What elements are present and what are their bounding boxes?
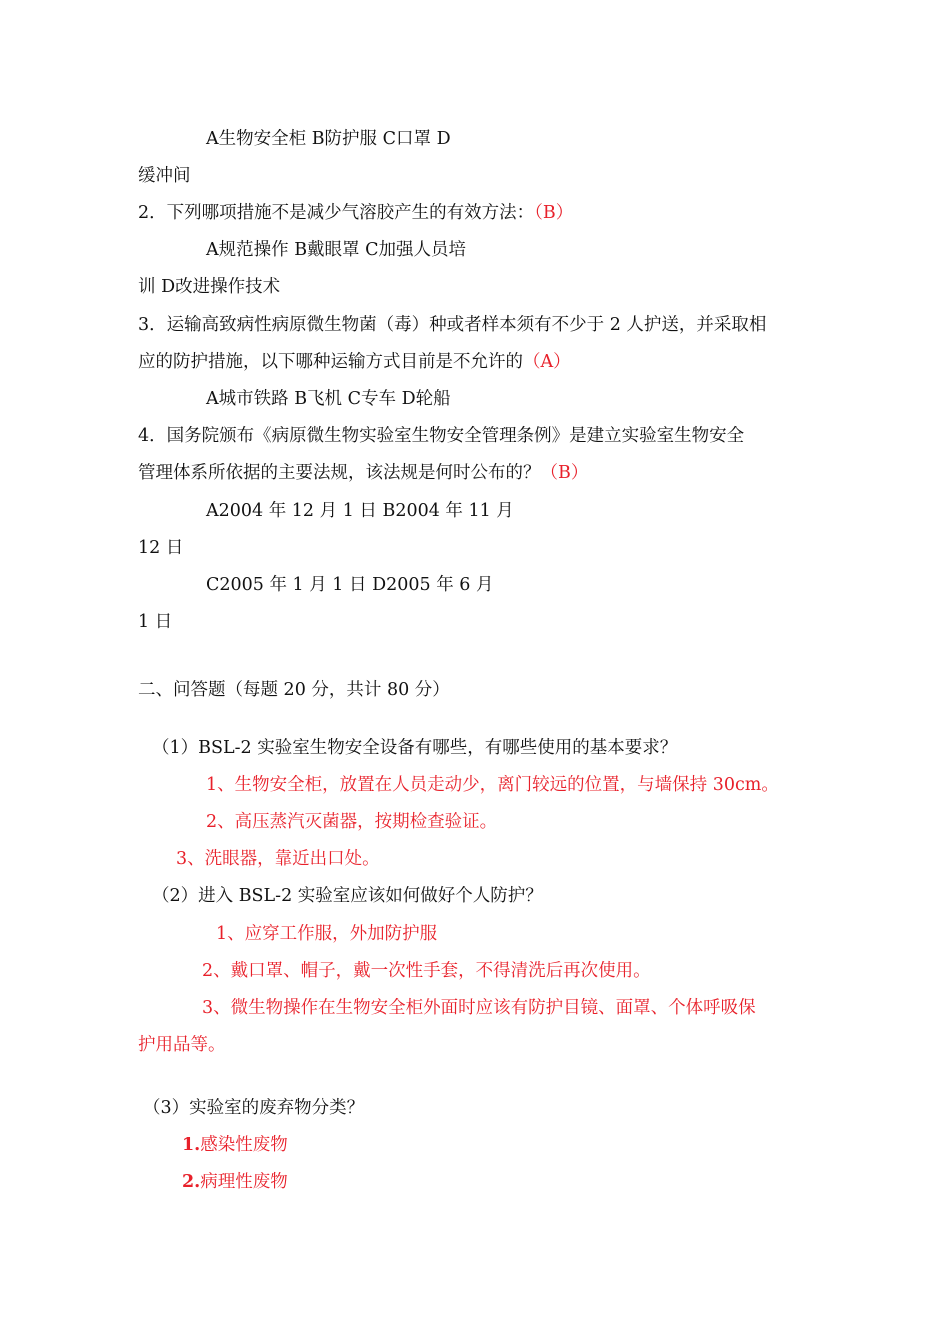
s2-q1-answer-2: 2、高压蒸汽灭菌器，按期检查验证。 bbox=[206, 812, 498, 832]
s2-q2-answer-3-cont: 护用品等。 bbox=[138, 1035, 226, 1055]
q4-stem-line1: 4．国务院颁布《病原微生物实验室生物安全管理条例》是建立实验室生物安全 bbox=[138, 426, 745, 446]
s2-q3-answer-2 bbox=[182, 1170, 288, 1194]
s2-q3-answer-1-num: 1. bbox=[182, 1135, 201, 1155]
q4-stem-text: 管理体系所依据的主要法规，该法规是何时公布的？ bbox=[138, 463, 541, 483]
q2-options-line1: A规范操作 B戴眼罩 C加强人员培 bbox=[206, 240, 467, 260]
q1-options-line2: 缓冲间 bbox=[138, 166, 191, 186]
s2-q1-answer-3: 3、洗眼器，靠近出口处。 bbox=[176, 849, 380, 869]
q4-answer: （B） bbox=[540, 463, 589, 483]
q2-answer: （B） bbox=[534, 203, 574, 223]
q2-stem bbox=[138, 201, 573, 225]
s2-q2-answer-1: 1、应穿工作服，外加防护服 bbox=[216, 924, 438, 944]
q3-answer: （A） bbox=[523, 352, 571, 372]
s2-q3-answer-1-text: 感染性废物 bbox=[200, 1135, 288, 1155]
q3-stem-text: 应的防护措施，以下哪种运输方式目前是不允许的 bbox=[138, 352, 523, 372]
s2-q3-answer-2-num: 2. bbox=[182, 1172, 201, 1192]
q3-options: A城市铁路 B飞机 C专车 D轮船 bbox=[206, 389, 451, 409]
q2-stem-text: 2．下列哪项措施不是减少气溶胶产生的有效方法： bbox=[138, 203, 535, 223]
q2-options-line2: 训 D改进操作技术 bbox=[138, 277, 281, 297]
q4-options-line2: 12 日 bbox=[138, 538, 184, 558]
s2-q2-question: （2）进入 BSL-2 实验室应该如何做好个人防护？ bbox=[152, 886, 543, 906]
q3-stem-line1: 3．运输高致病性病原微生物菌（毒）种或者样本须有不少于 2 人护送，并采取相 bbox=[138, 315, 767, 335]
s2-q3-question: （3）实验室的废弃物分类？ bbox=[143, 1098, 365, 1118]
s2-q2-answer-3: 3、微生物操作在生物安全柜外面时应该有防护目镜、面罩、个体呼吸保 bbox=[202, 998, 756, 1018]
q4-stem-line2 bbox=[138, 461, 588, 485]
q3-stem-line2 bbox=[138, 350, 571, 374]
s2-q2-answer-2: 2、戴口罩、帽子，戴一次性手套，不得清洗后再次使用。 bbox=[202, 961, 651, 981]
section2-heading: 二、问答题（每题 20 分，共计 80 分） bbox=[138, 680, 450, 700]
q4-options-line4: 1 日 bbox=[138, 612, 173, 632]
q4-options-line1: A2004 年 12 月 1 日 B2004 年 11 月 bbox=[206, 501, 514, 521]
s2-q3-answer-1 bbox=[182, 1133, 288, 1157]
s2-q3-answer-2-text: 病理性废物 bbox=[200, 1172, 288, 1192]
q1-options-line1: A生物安全柜 B防护服 C口罩 D bbox=[206, 129, 451, 149]
q4-options-line3: C2005 年 1 月 1 日 D2005 年 6 月 bbox=[206, 575, 494, 595]
s2-q1-answer-1: 1、生物安全柜，放置在人员走动少，离门较远的位置，与墙保持 30cm。 bbox=[206, 775, 779, 795]
s2-q1-question: （1）BSL-2 实验室生物安全设备有哪些，有哪些使用的基本要求？ bbox=[152, 738, 678, 758]
